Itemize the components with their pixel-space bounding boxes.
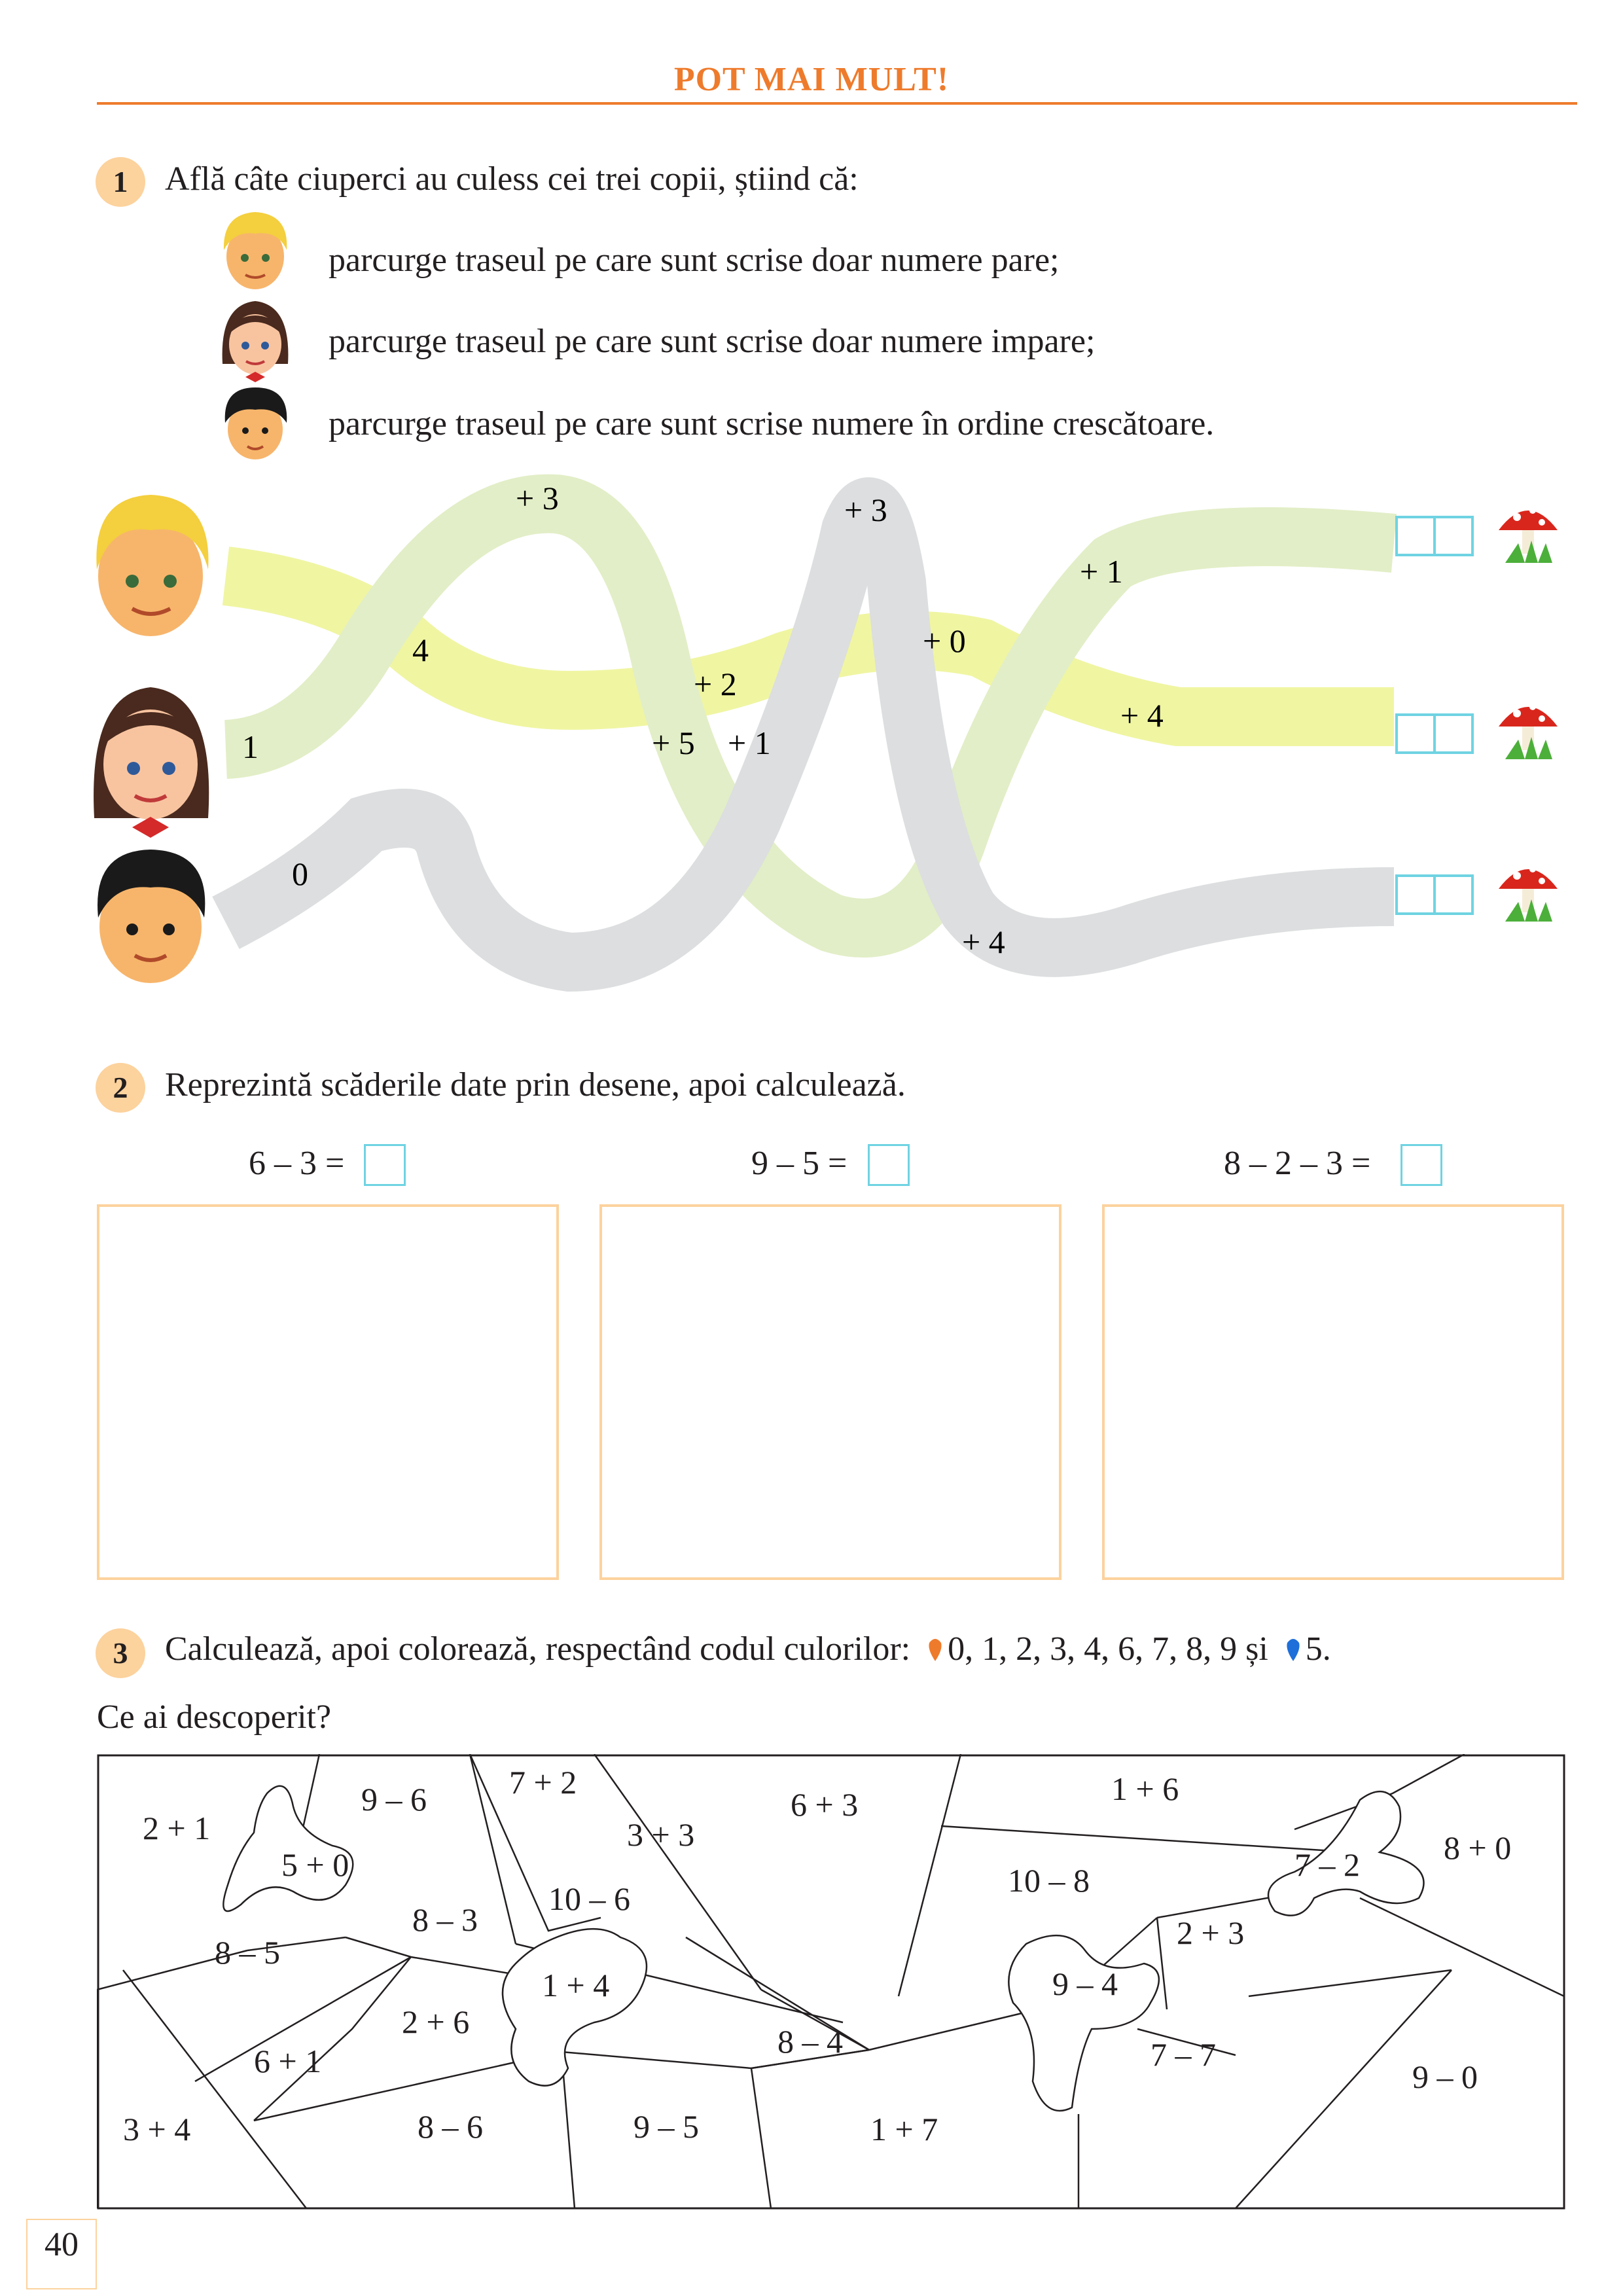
cell-label: 6 + 1: [254, 2043, 322, 2079]
cell-label: 8 – 3: [412, 1901, 478, 1938]
code-orange-numbers: 0, 1, 2, 3, 4, 6, 7, 8, 9 și: [948, 1630, 1268, 1668]
color-by-number-puzzle[interactable]: [97, 1754, 1565, 2210]
cell-label: 1 + 7: [870, 2111, 938, 2147]
cell-label: 3 + 3: [627, 1816, 695, 1853]
label-0: 0: [292, 855, 308, 892]
label-1: 1: [242, 728, 259, 765]
mushroom-icon: [1499, 704, 1558, 759]
label-plus-5: + 5: [652, 725, 695, 761]
label-plus-0: + 0: [923, 622, 966, 659]
code-blue-numbers: 5.: [1305, 1630, 1331, 1668]
drawing-area-3[interactable]: [1102, 1204, 1564, 1580]
rule-odd-numbers: parcurge traseul pe care sunt scrise doar numere impare;: [329, 323, 1096, 360]
paths-diagram: [0, 452, 1623, 1028]
mushroom-icon: [1499, 507, 1558, 563]
cell-label: 6 + 3: [791, 1786, 859, 1823]
cell-label: 10 – 8: [1008, 1862, 1090, 1899]
exercise-3-number: 3: [96, 1628, 145, 1678]
equation-1: 6 – 3 =: [249, 1145, 345, 1182]
mushroom-icon: [1499, 866, 1558, 922]
exercise-3-instruction: Calculează, apoi colorează, respectând codul culorilor:: [165, 1630, 911, 1668]
exercise-3-question: Ce ai descoperit?: [97, 1698, 332, 1736]
cell-label: 1 + 6: [1111, 1770, 1179, 1807]
label-4: 4: [412, 632, 429, 668]
label-plus-4b: + 4: [962, 924, 1005, 960]
exercise-2-instruction: Reprezintă scăderile date prin desene, apoi calculează.: [165, 1066, 906, 1103]
label-plus-1b: + 1: [728, 725, 771, 761]
cell-label: 7 – 7: [1150, 2036, 1216, 2073]
label-plus-4a: + 4: [1120, 697, 1164, 734]
dark-haired-boy-icon: [98, 850, 205, 983]
cell-label: 7 – 2: [1294, 1846, 1360, 1883]
answer-box-boy2-units: [1435, 876, 1472, 914]
orange-drop-icon: [925, 1635, 945, 1664]
cell-label: 1 + 4: [542, 1967, 610, 2003]
label-plus-3b: + 3: [844, 492, 887, 528]
equation-3: 8 – 2 – 3 =: [1224, 1145, 1371, 1182]
exercise-2-number: 2: [96, 1063, 145, 1113]
page-title: POT MAI MULT!: [673, 61, 950, 98]
cell-label: 7 + 2: [509, 1764, 577, 1801]
answer-box-boy1-units: [1435, 517, 1472, 555]
equation-1-answer-box[interactable]: [364, 1144, 406, 1186]
cell-label: 2 + 3: [1177, 1914, 1245, 1951]
rule-even-numbers: parcurge traseul pe care sunt scrise doar numere pare;: [329, 242, 1060, 279]
exercise-3-instruction-line: [165, 1630, 1331, 1668]
cell-label: 8 – 4: [777, 2023, 843, 2060]
cell-label: 9 – 6: [361, 1781, 427, 1818]
answer-box-boy2-tens: [1397, 876, 1435, 914]
cell-label: 2 + 1: [143, 1810, 211, 1846]
girl-icon: [216, 292, 294, 384]
page-number: 40: [45, 2226, 79, 2263]
blond-boy-icon: [96, 495, 208, 636]
label-plus-2: + 2: [694, 666, 737, 702]
cell-label: 9 – 0: [1412, 2058, 1478, 2095]
blue-drop-icon: [1283, 1635, 1303, 1664]
label-plus-3a: + 3: [516, 480, 559, 516]
cell-label: 8 + 0: [1444, 1829, 1512, 1866]
drawing-area-1[interactable]: [97, 1204, 559, 1580]
answer-box-boy1-tens: [1397, 517, 1435, 555]
equation-2-answer-box[interactable]: [868, 1144, 910, 1186]
answer-box-girl-units: [1435, 715, 1472, 753]
label-plus-1a: + 1: [1080, 553, 1123, 590]
drawing-area-2[interactable]: [599, 1204, 1061, 1580]
equation-3-answer-box[interactable]: [1400, 1144, 1442, 1186]
cell-label: 2 + 6: [402, 2003, 470, 2040]
header-divider: [97, 102, 1577, 105]
cell-label: 10 – 6: [548, 1880, 630, 1917]
cell-label: 9 – 4: [1052, 1965, 1118, 2002]
blond-boy-icon: [216, 204, 294, 296]
exercise-1-number: 1: [96, 157, 145, 207]
exercise-1-instruction: Află câte ciuperci au culess cei trei copii, știind că:: [165, 160, 859, 198]
cell-label: 5 + 0: [281, 1846, 349, 1883]
cell-label: 3 + 4: [123, 2111, 191, 2147]
cell-label: 9 – 5: [633, 2108, 699, 2145]
cell-label: 8 – 5: [215, 1934, 280, 1971]
girl-icon: [94, 687, 209, 838]
answer-box-girl-tens: [1397, 715, 1435, 753]
equation-2: 9 – 5 =: [751, 1145, 847, 1182]
cell-label: 8 – 6: [418, 2108, 483, 2145]
rule-ascending-numbers: parcurge traseul pe care sunt scrise numere în ordine crescătoare.: [329, 405, 1215, 442]
